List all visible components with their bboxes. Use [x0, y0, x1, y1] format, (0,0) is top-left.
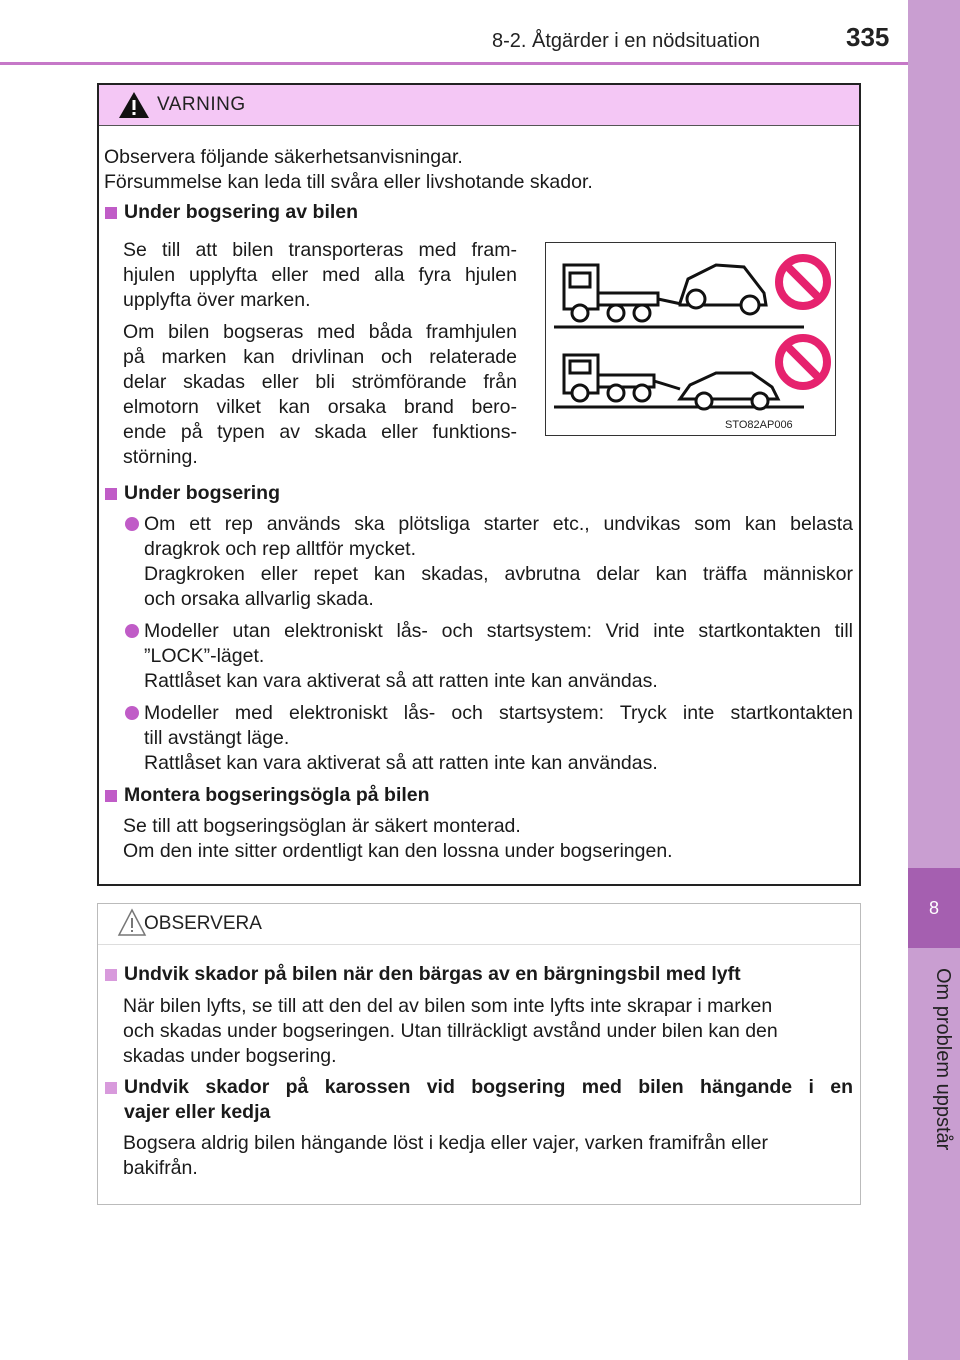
bullet-dot-icon [125, 517, 139, 531]
paragraph-line: Bogsera aldrig bilen hängande löst i kedja eller vajer, varken framifrån eller [123, 1132, 768, 1154]
towing-illustration [545, 242, 836, 436]
paragraph-line: dragkrok och rep alltför mycket. [144, 538, 417, 560]
section-title: 8-2. Åtgärder i en nödsituation [492, 30, 760, 52]
paragraph-line: upplyfta över marken. [123, 289, 311, 311]
notice-heading-chain: Undvik skador på karossen vid bogsering med bilen hängande i en [124, 1076, 853, 1098]
warning-intro-2: Försummelse kan leda till svåra eller livshotande skador. [104, 171, 593, 193]
section-square-icon [105, 790, 117, 802]
section-square-icon [105, 1082, 117, 1094]
caution-triangle-icon [117, 908, 147, 938]
chapter-number: 8 [908, 868, 960, 948]
section-heading-during-towing: Under bogsering [124, 482, 281, 504]
chapter-label: Om problem uppstår [932, 968, 954, 1151]
section-heading-towing-car: Under bogsering av bilen [124, 201, 359, 223]
paragraph-line: Om den inte sitter ordentligt kan den lossna under bogseringen. [123, 840, 673, 862]
section-square-icon [105, 207, 117, 219]
paragraph-line: Modeller utan elektroniskt lås- och startsystem: Vrid inte startkontakten till [144, 620, 853, 642]
paragraph-line: och orsaka allvarlig skada. [144, 588, 374, 610]
paragraph-line: ende på typen av skada eller funktions- [123, 421, 517, 443]
paragraph-line: till avstängt läge. [144, 727, 290, 749]
paragraph-line: Om bilen bogseras med båda framhjulen [123, 321, 517, 343]
warning-title: VARNING [157, 94, 246, 115]
section-heading-tow-eye: Montera bogseringsögla på bilen [124, 784, 430, 806]
notice-title: OBSERVERA [144, 913, 262, 934]
page-number: 335 [846, 22, 890, 52]
warning-triangle-icon [118, 91, 150, 119]
bullet-dot-icon [125, 706, 139, 720]
illustration-code: STO82AP006 [725, 419, 793, 431]
bullet-dot-icon [125, 624, 139, 638]
paragraph-line: störning. [123, 446, 198, 468]
section-square-icon [105, 969, 117, 981]
notice-heading-chain: vajer eller kedja [124, 1101, 271, 1123]
paragraph-line: Dragkroken eller repet kan skadas, avbrutna delar kan träffa människor [144, 563, 853, 585]
paragraph-line: Om ett rep används ska plötsliga starter etc., undvikas som kan belasta [144, 513, 853, 535]
paragraph-line: skadas under bogsering. [123, 1045, 337, 1067]
paragraph-line: och skadas under bogseringen. Utan tillräckligt avstånd under bilen kan den [123, 1020, 778, 1042]
paragraph-line: När bilen lyfts, se till att den del av bilen som inte lyfts inte skrapar i marken [123, 995, 773, 1017]
paragraph-line: Se till att bogseringsöglan är säkert monterad. [123, 815, 521, 837]
paragraph-line: elmotorn vilket kan orsaka brand bero- [123, 396, 517, 418]
prohibition-icon [774, 333, 832, 391]
paragraph-line: delar skadas eller bli strömförande från [123, 371, 517, 393]
paragraph-line: bakifrån. [123, 1157, 198, 1179]
prohibition-icon [774, 253, 832, 311]
paragraph-line: Se till att bilen transporteras med fram- [123, 239, 517, 261]
warning-intro-1: Observera följande säkerhetsanvisningar. [104, 146, 463, 168]
notice-header [98, 904, 860, 945]
paragraph-line: ”LOCK”-läget. [144, 645, 265, 667]
paragraph-line: Modeller med elektroniskt lås- och startsystem: Tryck inte startkontakten [144, 702, 853, 724]
header-rule [0, 62, 908, 65]
paragraph-line: hjulen upplyfta eller med alla fyra hjulen [123, 264, 517, 286]
paragraph-line: Rattlåset kan vara aktiverat så att ratten inte kan användas. [144, 670, 658, 692]
warning-header [99, 85, 859, 126]
paragraph-line: Rattlåset kan vara aktiverat så att ratten inte kan användas. [144, 752, 658, 774]
paragraph-line: på marken kan drivlinan och relaterade [123, 346, 517, 368]
section-square-icon [105, 488, 117, 500]
notice-heading-lift: Undvik skador på bilen när den bärgas av en bärgningsbil med lyft [124, 963, 741, 985]
